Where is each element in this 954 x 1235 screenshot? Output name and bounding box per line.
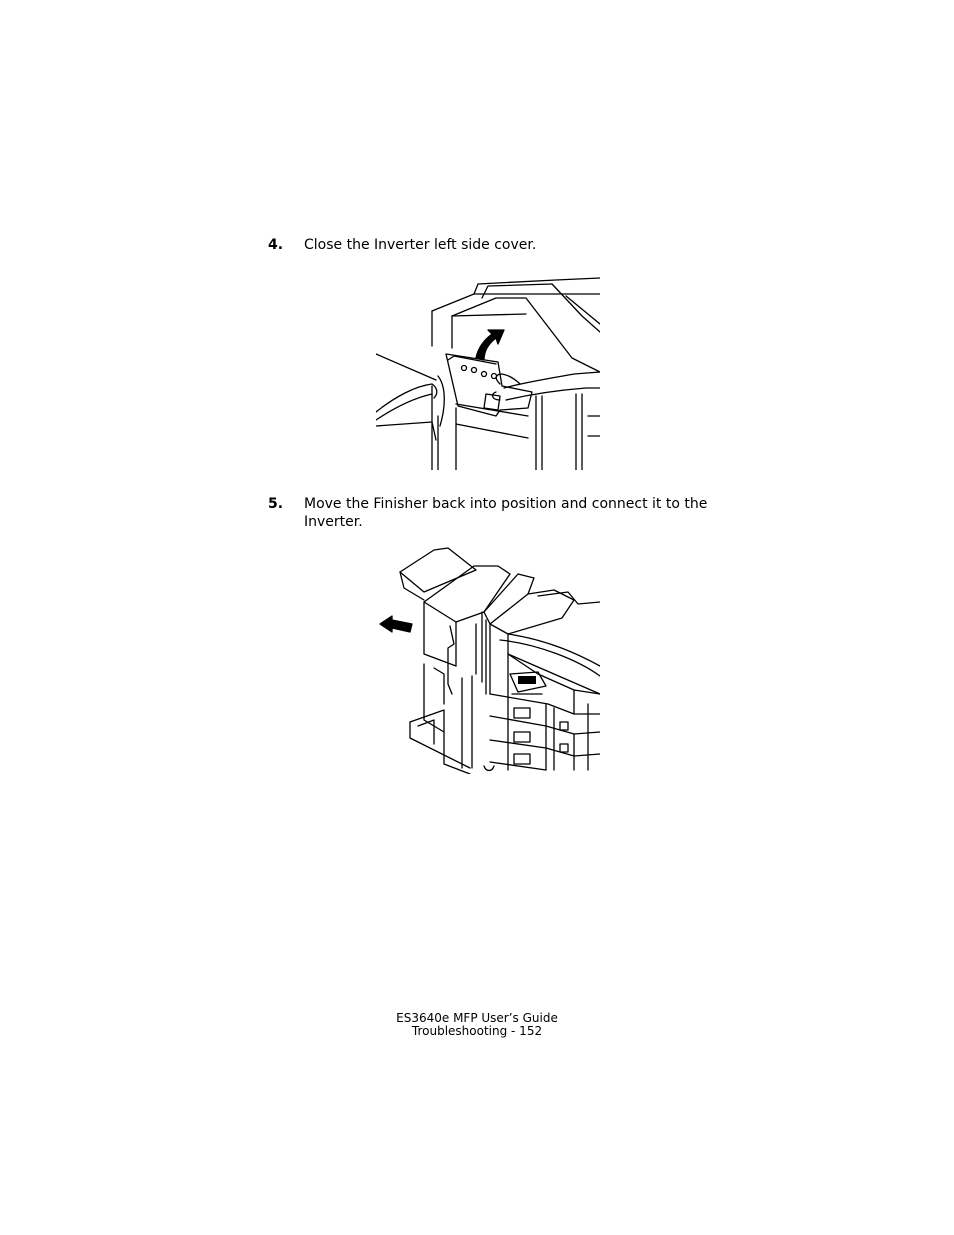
step-text: Move the Finisher back into position and connect it to the Inverter.	[304, 496, 708, 530]
illustration-close-inverter-cover	[376, 276, 600, 470]
illustration-reconnect-finisher	[378, 544, 600, 774]
page-footer	[0, 1012, 954, 1038]
guide-title: ES3640e MFP User’s Guide	[396, 1011, 558, 1025]
step-number: 4.	[268, 237, 284, 253]
section-page-number: Troubleshooting - 152	[411, 1024, 543, 1038]
step-text: Close the Inverter left side cover.	[304, 237, 537, 253]
step-number: 5.	[268, 496, 284, 512]
